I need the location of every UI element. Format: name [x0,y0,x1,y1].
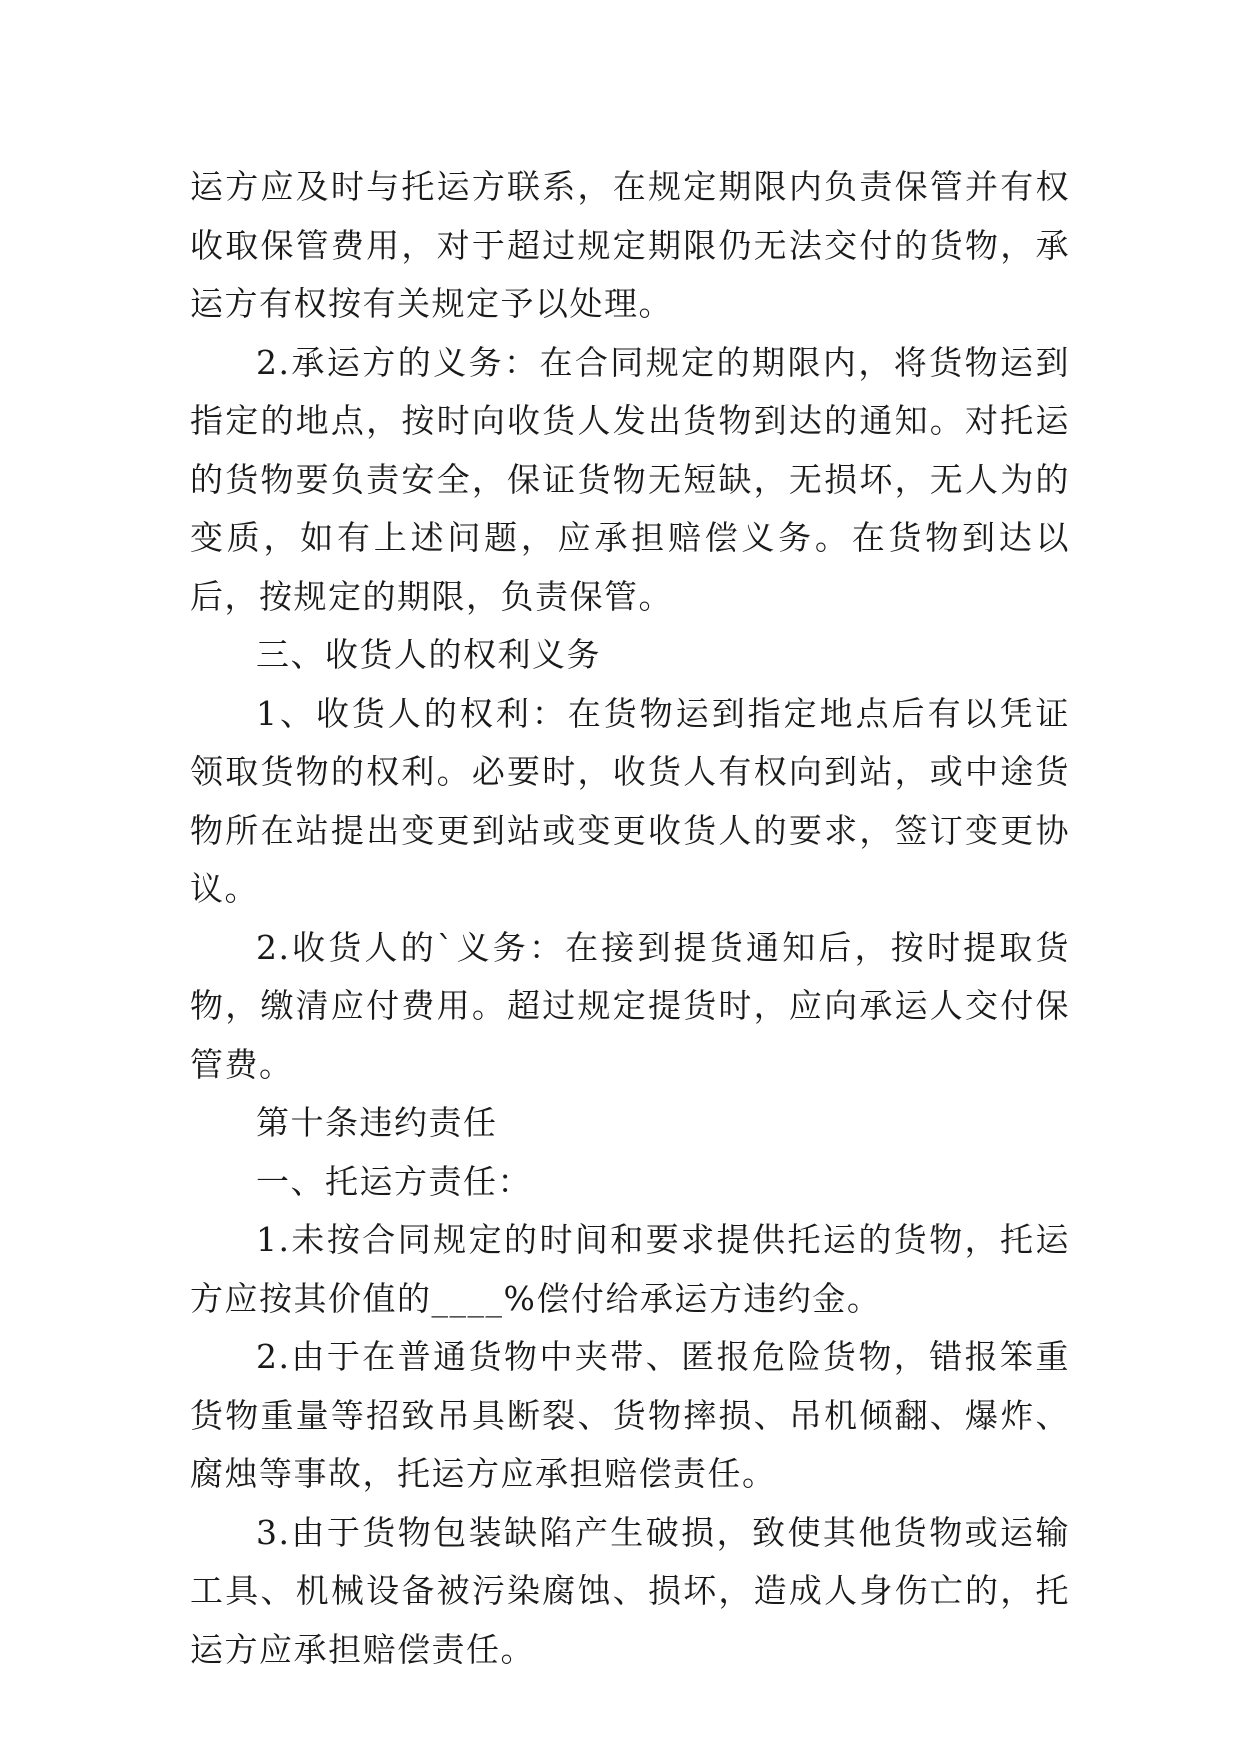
heading-shipper-liability: 一、托运方责任： [256,1161,532,1201]
paragraph-liability-item-1: 1.未按合同规定的时间和要求提供托运的货物，托运方应按其价值的____%偿付给承运方违约金。 [190,1220,1070,1318]
paragraph-consignee-rights: 1、收货人的权利：在货物运到指定地点后有以凭证领取货物的权利。必要时，收货人有权向到站，或中途货物所在站提出变更到站或变更收货人的要求，签订变更协议。 [190,693,1070,908]
heading-consignee-rights-obligations: 三、收货人的权利义务 [256,635,601,674]
paragraph-carrier-obligations: 2.承运方的义务：在合同规定的期限内，将货物运到指定的地点，按时向收货人发出货物到达的通知。对托运的货物要负责安全，保证货物无短缺，无损坏，无人为的变质，如有上述问题，应承担赔偿义务。在货物到达以后，按规定的期限，负责保管。 [190,342,1070,616]
heading-article-ten-liability: 第十条违约责任 [256,1103,498,1142]
paragraph-carrier-rights-continued: 运方应及时与托运方联系，在规定期限内负责保管并有权收取保管费用，对于超过规定期限仍无法交付的货物，承运方有权按有关规定予以处理。 [190,167,1070,323]
paragraph-liability-item-3: 3.由于货物包装缺陷产生破损，致使其他货物或运输工具、机械设备被污染腐蚀、损坏，造成人身伤亡的，托运方应承担赔偿责任。 [190,1512,1070,1669]
paragraph-liability-item-2: 2.由于在普通货物中夹带、匿报危险货物，错报笨重货物重量等招致吊具断裂、货物摔损、吊机倾翻、爆炸、腐烛等事故，托运方应承担赔偿责任。 [190,1337,1070,1493]
document-body [190,158,1070,1679]
paragraph-consignee-obligations: 2.收货人的`义务：在接到提货通知后，按时提取货物，缴清应付费用。超过规定提货时，应向承运人交付保管费。 [190,927,1070,1084]
